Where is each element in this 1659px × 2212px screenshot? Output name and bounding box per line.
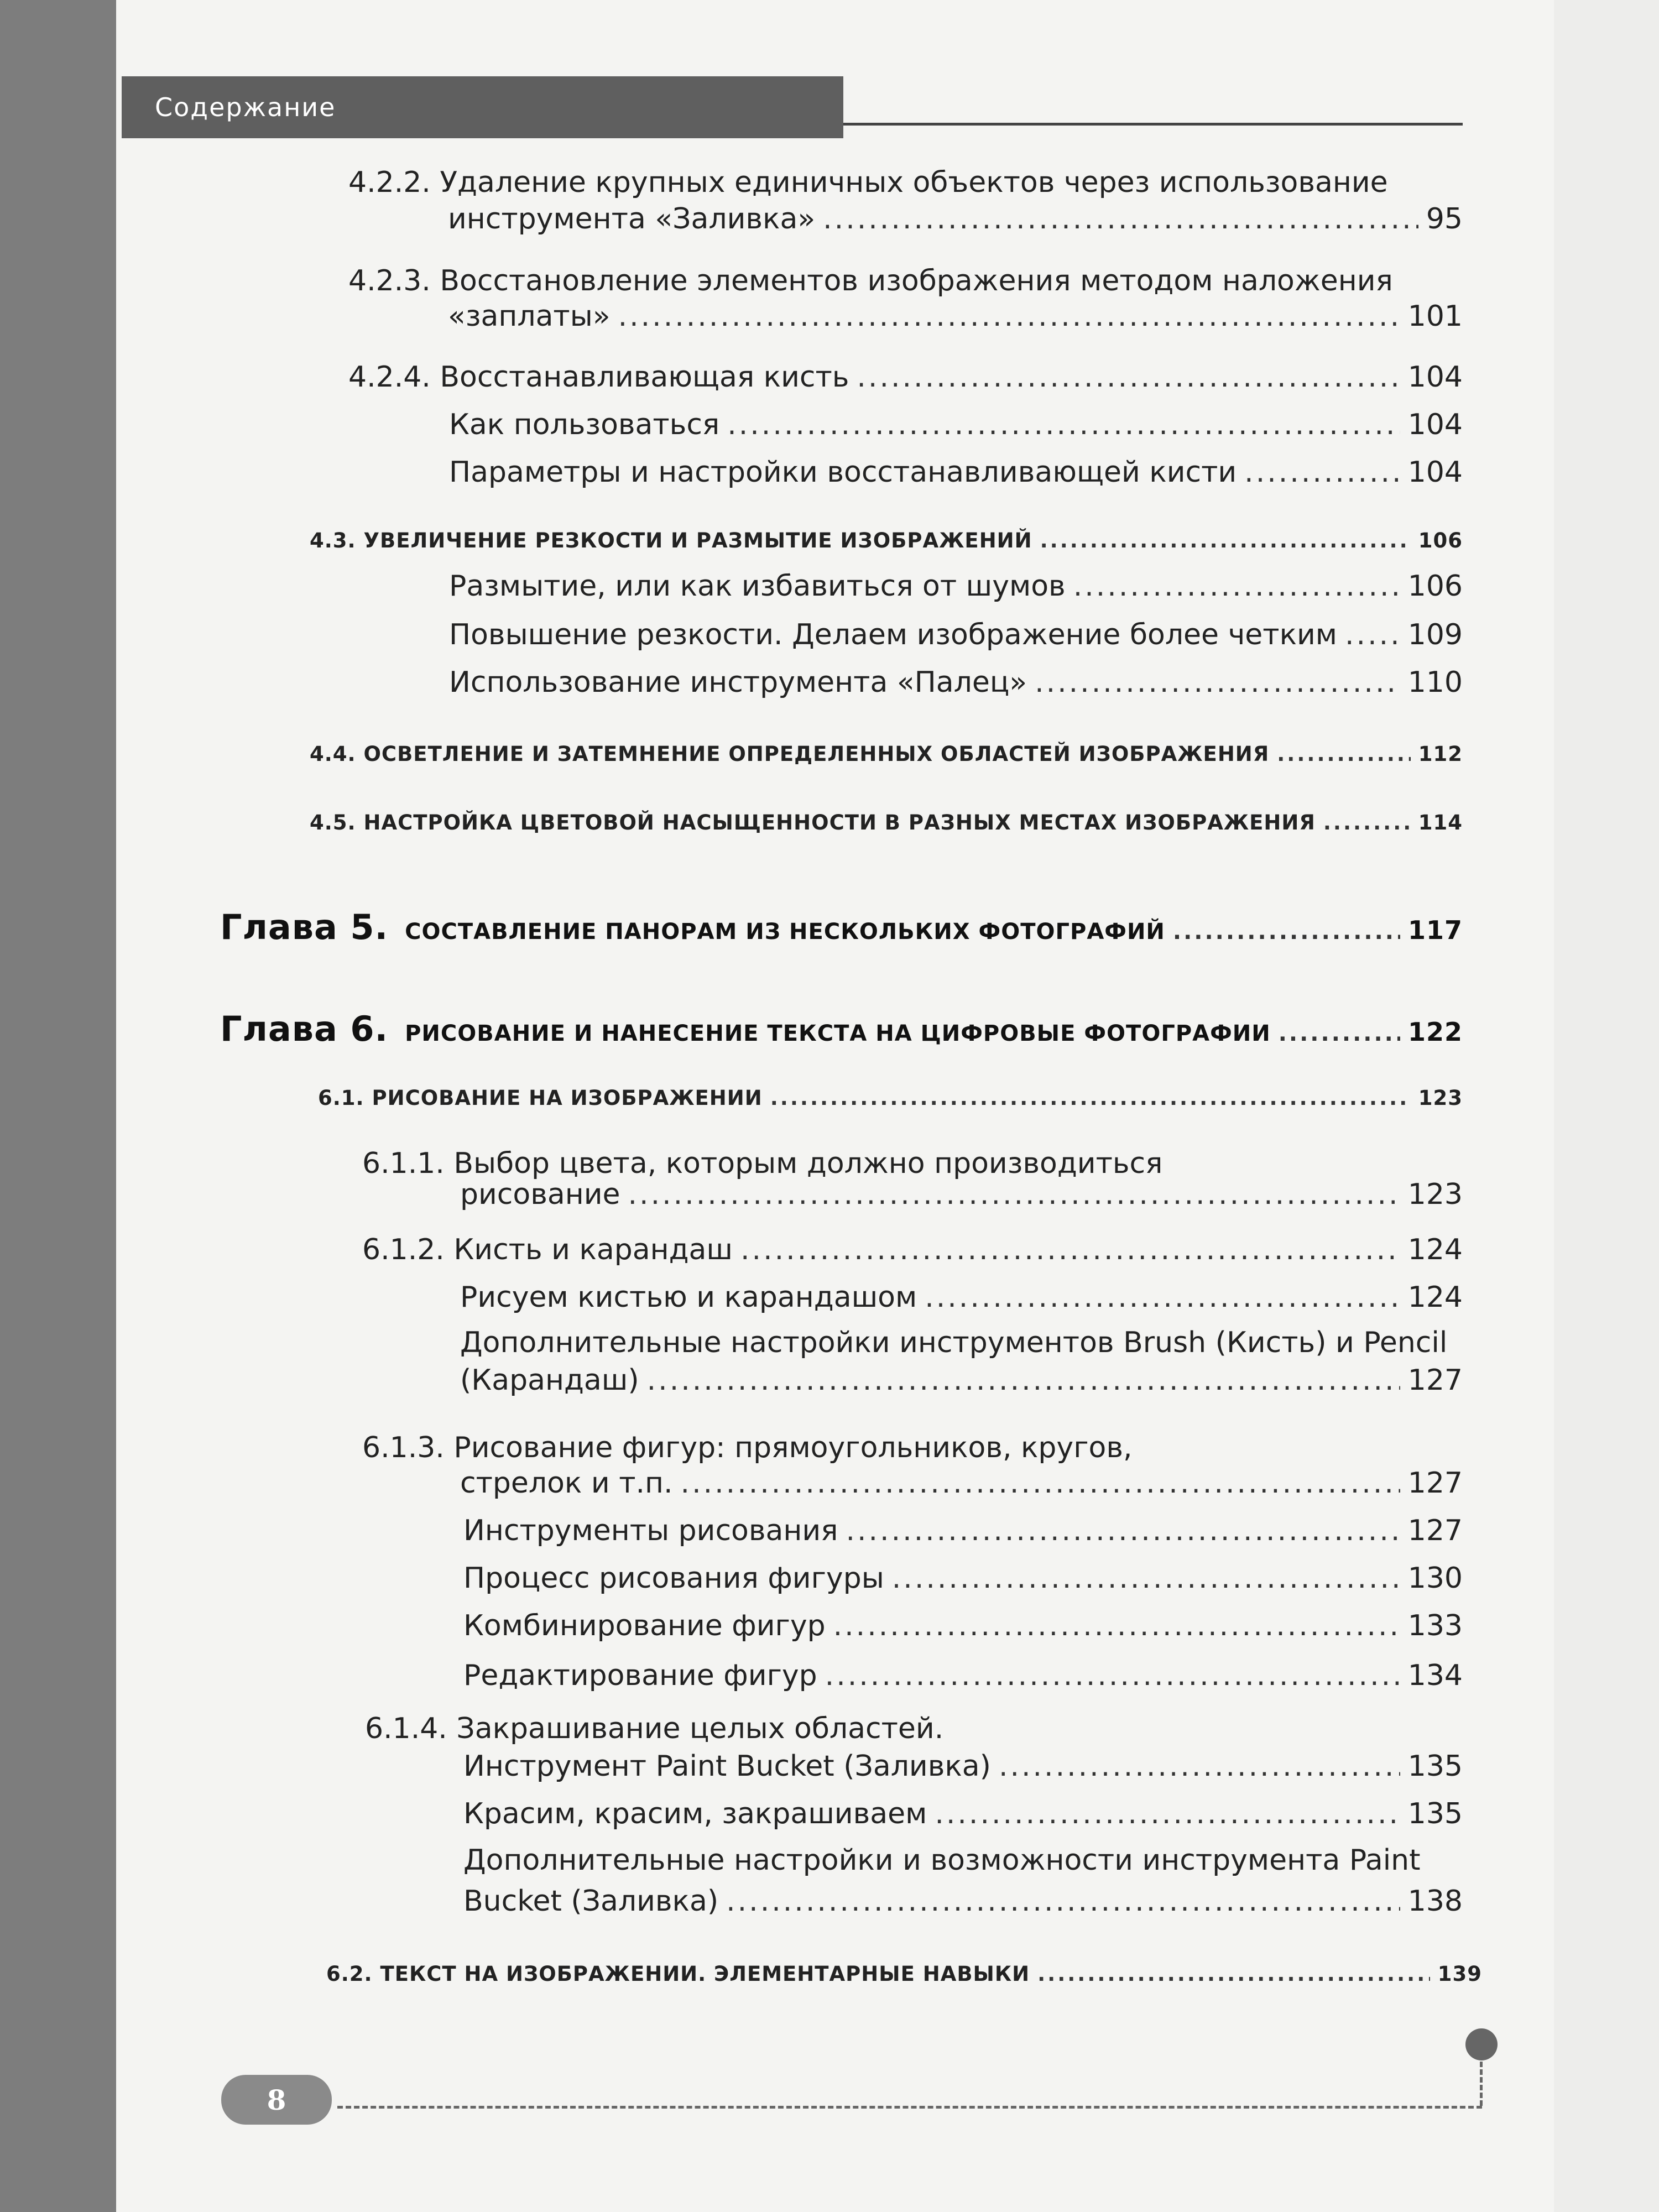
page-number: 104 [1407,361,1463,394]
dot-leader [1279,1021,1400,1046]
dot-leader [618,300,1400,333]
dot-leader [1323,811,1411,834]
page-number: 106 [1418,529,1463,552]
toc-chapter-entry: Глава 5. СОСТАВЛЕНИЕ ПАНОРАМ ИЗ НЕСКОЛЬКИХ ФОТОГРАФИЙ ..... 117 [220,907,1463,947]
dot-leader [857,361,1400,394]
dot-leader [823,202,1418,236]
chapter-number: Глава 5. [220,907,389,947]
toc-chapter-entry: Глава 6. РИСОВАНИЕ И НАНЕСЕНИЕ ТЕКСТА НА ЦИФРОВЫЕ ФОТОГРАФИИ ..... 122 [220,1009,1463,1049]
page-number: 104 [1407,408,1463,441]
toc-entry: Процесс рисования фигуры ..... 130 [463,1562,1463,1595]
toc-entry: инструмента «Заливка» ..... 95 [448,202,1463,236]
toc-entry: Размытие, или как избавиться от шумов ..... 106 [449,570,1463,603]
page-number: 127 [1407,1467,1463,1500]
page-number: 109 [1407,618,1463,651]
toc-entry: Bucket (Заливка) ..... 138 [463,1885,1463,1918]
dot-leader [1173,919,1400,945]
toc-entry-line: 4.2.2. Удаление крупных единичных объектов через использование [348,166,1388,199]
toc-entry: Инструмент Paint Bucket (Заливка) ..... 135 [463,1750,1463,1783]
page-number: 139 [1437,1962,1482,1986]
dot-leader [628,1178,1400,1211]
toc-section-entry: 6.2. ТЕКСТ НА ИЗОБРАЖЕНИИ. ЭЛЕМЕНТАРНЫЕ НАВЫКИ ..... 139 [326,1962,1482,1986]
toc-entry: стрелок и т.п. ..... 127 [460,1467,1463,1500]
page-number: 124 [1407,1281,1463,1314]
toc-entry-line: Дополнительные настройки инструментов Brush (Кисть) и Pencil [460,1326,1448,1359]
page-number-badge [221,2075,332,2125]
page-number: 122 [1407,1017,1463,1047]
dot-leader [1073,570,1400,603]
toc-entry: 6.1.2. Кисть и карандаш ..... 124 [362,1233,1463,1266]
dot-leader [740,1233,1400,1266]
page-number: 104 [1407,456,1463,489]
dot-leader [833,1609,1400,1642]
toc-entry: Как пользоваться ..... 104 [449,408,1463,441]
toc-entry: 4.2.4. Восстанавливающая кисть ..... 104 [348,361,1463,394]
page-number: 95 [1426,202,1463,236]
toc-entry-line: 6.1.1. Выбор цвета, которым должно производиться [362,1147,1163,1180]
toc-entry: Использование инструмента «Палец» ..... 110 [449,666,1463,699]
dot-leader [1037,1962,1430,1986]
chapter-number: Глава 6. [220,1009,389,1049]
page-number: 130 [1407,1562,1463,1595]
dot-leader [846,1514,1400,1547]
dot-leader [825,1659,1400,1692]
dot-leader [726,1885,1400,1918]
footer-page-number: 8 [267,2083,286,2116]
page-number: 133 [1407,1609,1463,1642]
dot-leader [999,1750,1400,1783]
page-number: 101 [1407,300,1463,333]
dot-leader [1345,618,1400,651]
toc-entry: Инструменты рисования ..... 127 [463,1514,1463,1547]
page-number: 124 [1407,1233,1463,1266]
page-number: 112 [1418,742,1463,766]
page-number: 127 [1407,1364,1463,1397]
footer-dashed-rule [337,2106,1482,2109]
page-number: 134 [1407,1659,1463,1692]
dot-leader [770,1086,1411,1110]
page-number: 123 [1407,1178,1463,1211]
toc-section-entry: 4.5. НАСТРОЙКА ЦВЕТОВОЙ НАСЫЩЕННОСТИ В РАЗНЫХ МЕСТАХ ИЗОБРАЖЕНИЯ ..... 114 [310,811,1463,834]
toc-entry: Комбинирование фигур ..... 133 [463,1609,1463,1642]
toc-entry: Повышение резкости. Делаем изображение более четким ..... 109 [449,618,1463,651]
dot-leader [1040,529,1411,552]
page-number: 127 [1407,1514,1463,1547]
dot-leader [925,1281,1400,1314]
toc-section-entry: 4.4. ОСВЕТЛЕНИЕ И ЗАТЕМНЕНИЕ ОПРЕДЕЛЕННЫХ ОБЛАСТЕЙ ИЗОБРАЖЕНИЯ ..... 112 [310,742,1463,766]
toc-entry: Параметры и настройки восстанавливающей кисти ..... 104 [449,456,1463,489]
page-number: 106 [1407,570,1463,603]
dot-leader [1277,742,1411,766]
toc-entry-line: Дополнительные настройки и возможности инструмента Paint [463,1844,1421,1877]
toc-entry: рисование ..... 123 [460,1178,1463,1211]
page-number: 114 [1418,811,1463,834]
toc-entry: Рисуем кистью и карандашом ..... 124 [460,1281,1463,1314]
dot-leader [647,1364,1400,1397]
toc-entry: «заплаты» ..... 101 [448,300,1463,333]
toc-entry: Редактирование фигур ..... 134 [463,1659,1463,1692]
page-number: 123 [1418,1086,1463,1110]
toc-entry: (Карандаш) ..... 127 [460,1364,1463,1397]
toc-entry: Красим, красим, закрашиваем ..... 135 [463,1797,1463,1830]
toc-entry-line: 4.2.3. Восстановление элементов изображения методом наложения [348,264,1393,298]
dot-leader [1035,666,1400,699]
footer-circle-ornament [1465,2028,1498,2060]
page-number: 135 [1407,1750,1463,1783]
dot-leader [727,408,1400,441]
section-header-title: Содержание [155,92,336,122]
toc-section-entry: 6.1. РИСОВАНИЕ НА ИЗОБРАЖЕНИИ ..... 123 [318,1086,1463,1110]
toc-section-entry: 4.3. УВЕЛИЧЕНИЕ РЕЗКОСТИ И РАЗМЫТИЕ ИЗОБРАЖЕНИЙ ..... 106 [310,529,1463,552]
page-number: 138 [1407,1885,1463,1918]
footer-vertical-dashes [1480,2062,1483,2106]
page-number: 135 [1407,1797,1463,1830]
dot-leader [892,1562,1400,1595]
dot-leader [1244,456,1400,489]
dot-leader [935,1797,1400,1830]
page-number: 117 [1407,915,1463,945]
toc-entry-line: 6.1.4. Закрашивание целых областей. [365,1712,944,1745]
toc-entry-line: 6.1.3. Рисование фигур: прямоугольников, кругов, [362,1431,1133,1464]
dot-leader [681,1467,1400,1500]
page-number: 110 [1407,666,1463,699]
